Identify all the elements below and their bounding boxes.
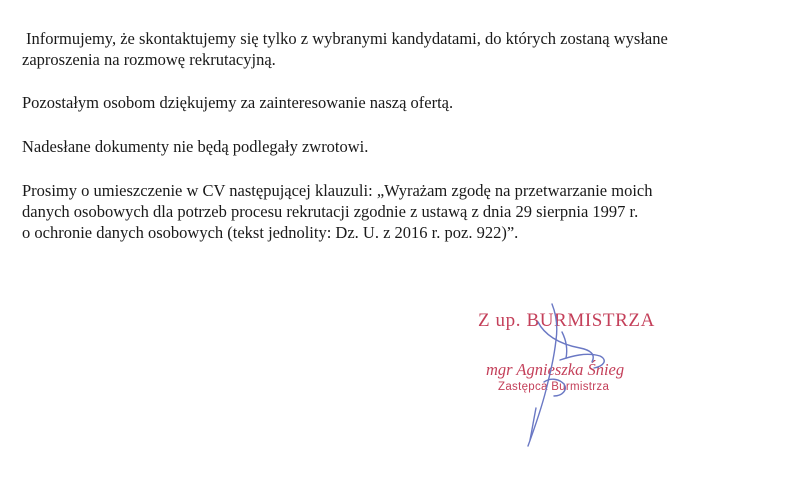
official-stamp bbox=[440, 300, 690, 460]
paragraph-gdpr-clause bbox=[22, 180, 778, 243]
paragraph-line: Nadesłane dokumenty nie będą podlegały zwrotowi. bbox=[22, 137, 369, 156]
stamp-title-line: Zastępca Burmistrza bbox=[498, 381, 610, 393]
paragraph-line: danych osobowych dla potrzeb procesu rekrutacji zgodnie z ustawą z dnia 29 sierpnia 1997 r. bbox=[22, 202, 639, 221]
paragraph-contact-info bbox=[22, 28, 778, 70]
paragraph-line: zaproszenia na rozmowę rekrutacyjną. bbox=[22, 50, 276, 69]
paragraph-line: Informujemy, że skontaktujemy się tylko z wybranymi kandydatami, do których zostaną wysłane bbox=[26, 29, 668, 48]
signature-stroke bbox=[562, 332, 567, 358]
stamp-authority-line: Z up. BURMISTRZA bbox=[478, 310, 655, 331]
paragraph-thanks bbox=[22, 92, 778, 113]
paragraph-line: o ochronie danych osobowych (tekst jednolity: Dz. U. z 2016 r. poz. 922)”. bbox=[22, 223, 519, 242]
paragraph-line: Prosimy o umieszczenie w CV następującej klauzuli: „Wyrażam zgodę na przetwarzanie moich bbox=[22, 181, 653, 200]
paragraph-line: Pozostałym osobom dziękujemy za zainteresowanie naszą ofertą. bbox=[22, 93, 454, 112]
stamp-name-line: mgr Agnieszka Śnieg bbox=[486, 360, 625, 379]
signature-stroke bbox=[530, 408, 536, 440]
paragraph-documents-not-returned bbox=[22, 136, 778, 157]
